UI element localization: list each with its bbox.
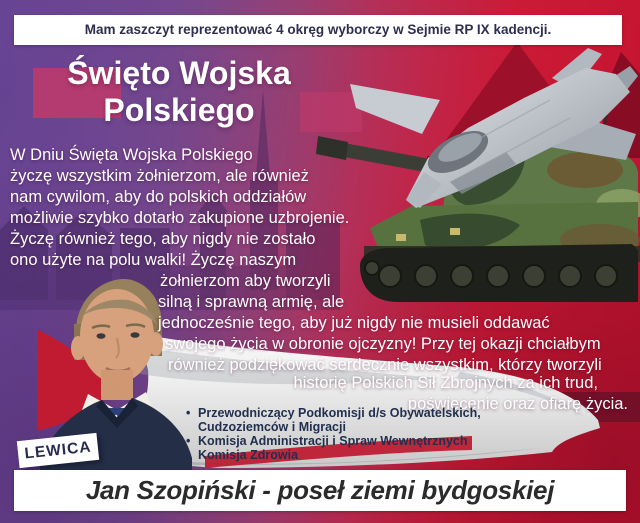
bottom-banner-text: Jan Szopiński - poseł ziemi bydgoskiej (85, 475, 555, 505)
message-line: ono użyte na polu walki! Życzę naszym (10, 251, 297, 269)
message-line: również podziękować serdecznie wszystkim, którzy tworzyli (168, 356, 602, 374)
message-line: historię Polskich Sił Zbrojnych za ich trud, (293, 374, 598, 392)
message-line: poświęcenie oraz ofiarę życia. (407, 395, 628, 413)
military-vehicles (300, 40, 640, 320)
message-line: jednocześnie tego, aby już nigdy nie musieli oddawać (158, 314, 550, 332)
message-line: silną i sprawną armię, ale (158, 293, 345, 311)
party-badge: LEWICA (17, 433, 99, 468)
roles-list (186, 406, 526, 462)
message-line: życzę wszystkim żołnierzom, ale również (10, 167, 309, 185)
bottom-banner (14, 470, 626, 511)
message-line: nam cywilom, aby do polskich oddziałów (10, 188, 307, 206)
role-item: • Przewodniczący Podkomisji d/s Obywatelskich, Cudzoziemców i Migracji (186, 406, 526, 434)
top-banner-text: Mam zaszczyt reprezentować 4 okręg wyborczy w Sejmie RP IX kadencji. (84, 22, 552, 37)
role-item: • Komisja Administracji i Spraw Wewnętrznych (186, 434, 526, 448)
message-line: Życzę również tego, aby nigdy nie zostało (10, 230, 316, 248)
message-line: W Dniu Święta Wojska Polskiego (10, 146, 253, 164)
title-line-2: Polskiego (103, 92, 255, 128)
top-banner (14, 15, 622, 45)
title-line-1: Święto Wojska (67, 55, 291, 91)
poster-title (14, 55, 344, 129)
message-line: swojego życia w obronie ojczyzny! Przy tej okazji chciałbym (165, 335, 601, 353)
role-item: • Komisja Zdrowia (186, 448, 526, 462)
message-line: możliwie szybko dotarło zakupione uzbrojenie. (10, 209, 350, 227)
message-line: żołnierzom aby tworzyli (160, 272, 331, 290)
